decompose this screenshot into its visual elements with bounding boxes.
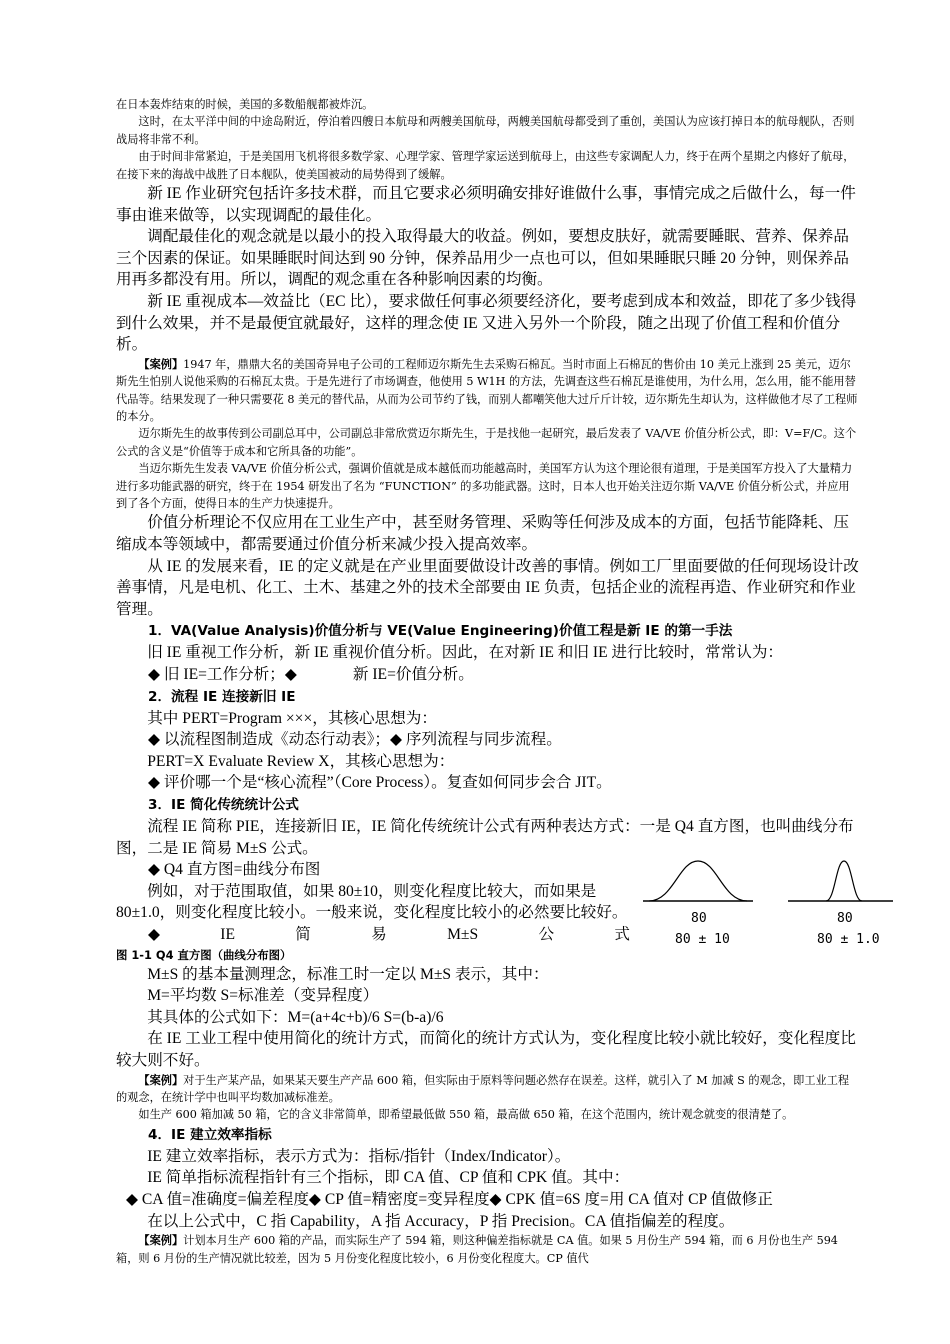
paragraph: 价值分析理论不仅应用在工业生产中，甚至财务管理、采购等任何涉及成本的方面，包括节能降耗、压缩成本等领域中，都需要通过价值分析来减少投入提高效率。	[116, 514, 849, 554]
word: 易	[371, 925, 387, 943]
case-text: 计划本月生产 600 箱的产品，而实际生产了 594 箱，则这种偏差指标就是 CA 值。如果 5 月份生产 594 箱，而 6 月份也生产 594 箱，则 6 月份的生产情况就比较差，因为 5 月份变化程度比较小，6 月份变化程度大。CP 值代	[116, 1234, 838, 1265]
bullet-line: ◆ 以流程图制造成《动态行动表》；◆ 序列流程与同步流程。	[148, 731, 562, 749]
case-paragraph	[116, 1072, 860, 1107]
word: IE	[220, 925, 235, 943]
bullet-line: ◆ CA 值=准确度=偏差程度◆ CP 值=精密度=变异程度◆ CPK 值=6S 度=用 CA 值对 CP 值做修正	[126, 1190, 773, 1208]
word: 简	[295, 925, 311, 943]
paragraph: 在以上公式中，C 指 Capability，A 指 Accuracy，P 指 Precision。CA 值指偏差的程度。	[147, 1212, 735, 1230]
narrow-curve	[826, 861, 862, 901]
distribution-curves-figure	[643, 859, 893, 955]
case-label: 【案例】	[138, 356, 184, 371]
paragraph: 这时，在太平洋中间的中途岛附近，停泊着四艘日本航母和两艘美国航母，两艘美国航母都受到了重创，美国认为应该打掉日本的航母舰队，否则战局将非常不利。	[116, 115, 855, 146]
case-text: 1947 年，鼎鼎大名的美国奇异电子公司的工程师迈尔斯先生去采购石棉瓦。当时市面上石棉瓦的售价由 10 美元上涨到 25 美元，迈尔斯先生怕别人说他采购的石棉瓦太贵。于是先进行了市场调查，他使用 5 W1H 的方法，先调查这些石棉瓦是谁使用，为什么用，怎么用，能不能用替代品等。结果发现了一种只需要花 8 美元的替代品，从而为公司节约了钱，而别人都嘲笑他大过斤斤计较，迈尔斯先生却认为，这样做他才尽了工程师的本分。	[116, 357, 858, 423]
case-text: 对于生产某产品，如果某天要生产产品 600 箱，但实际由于原料等问题必然存在误差。这样，就引入了 M 加减 S 的观念，即工业工程的观念，在统计学中也叫平均数加减标准差。	[116, 1073, 850, 1104]
section-heading: 2．流程 IE 连接新旧 IE	[148, 688, 296, 705]
document-page	[116, 96, 880, 1267]
section-heading: 3．IE 简化传统统计公式	[148, 796, 299, 813]
paragraph: 其具体的公式如下：M=(a+4c+b)/6 S=(b-a)/6	[147, 1008, 444, 1026]
paragraph: 在 IE 工业工程中使用简化的统计方式，而简化的统计方式认为，变化程度比较小就比较好，变化程度比较大则不好。	[116, 1030, 856, 1069]
paragraph: 如生产 600 箱加减 50 箱，它的含义非常简单，即希望最低做 550 箱，最高做 650 箱，在这个范围内，统计观念就变的很清楚了。	[138, 1108, 794, 1122]
figure-section	[116, 859, 880, 948]
paragraph: 新 IE 作业研究包括许多技术群，而且它要求必须明确安排好谁做什么事，事情完成之后做什么，每一件事由谁来做等，以实现调配的最佳化。	[116, 185, 856, 224]
bullet-line: ◆ Q4 直方图=曲线分布图	[148, 861, 321, 879]
bullet-text: ◆ 旧 IE=工作分析；◆	[148, 666, 297, 683]
paragraph: 在日本轰炸结束的时候，美国的多数船舰都被炸沉。	[116, 98, 374, 111]
paragraph: 流程 IE 简称 PIE，连接新旧 IE，IE 简化传统统计公式有两种表达方式：一是 Q4 直方图，也叫曲线分布图，二是 IE 简易 M±S 公式。	[116, 817, 854, 857]
figure-caption: 图 1-1 Q4 直方图（曲线分布图）	[116, 947, 292, 962]
section-heading: 4．IE 建立效率指标	[148, 1126, 272, 1143]
paragraph: M=平均数 S=标准差（变异程度）	[147, 987, 379, 1005]
case-paragraph	[116, 1232, 860, 1267]
wide-curve	[649, 861, 747, 901]
word: M±S	[447, 925, 479, 943]
paragraph: 当迈尔斯先生发表 VA/VE 价值分析公式，强调价值就是成本越低而功能越高时，美国军方认为这个理论很有道理，于是美国军方投入了大量精力进行多功能武器的研究，终于在 1954 研发出了名为 “FUNCTION” 的多功能武器。这时，日本人也开始关注迈尔斯 VA/VE 价值分析公式，并应用到了各个方面，使得日本的生产力快速提升。	[116, 462, 853, 511]
paragraph: 由于时间非常紧迫，于是美国用飞机将很多数学家、心理学家、管理学家运送到航母上，由这些专家调配人力，终于在两个星期之内修好了航母，在接下来的海战中战胜了日本舰队，使美国被动的局势得到了缓解。	[116, 150, 855, 181]
word: 公	[538, 925, 555, 943]
paragraph: PERT=X Evaluate Review X，其核心思想为：	[147, 752, 455, 770]
paragraph: 迈尔斯先生的故事传到公司副总耳中，公司副总非常欣赏迈尔斯先生，于是找他一起研究，最后发表了 VA/VE 价值分析公式，即：V=F/C。这个公式的含义是“价值等于成本和它所具备的功能”。	[116, 427, 857, 458]
case-label: 【案例】	[138, 1233, 184, 1248]
paragraph: IE 建立效率指标，表示方式为：指标/指针（Index/Indicator）。	[147, 1147, 571, 1165]
bullet-line: ◆ 评价哪一个是“核心流程”（Core Process）。复查如何同步会合 JIT。	[148, 774, 612, 792]
case-paragraph	[116, 356, 860, 426]
bullet-line	[116, 664, 860, 686]
section-heading: 1．VA(Value Analysis)价值分析与 VE(Value Engineering)价值工程是新 IE 的第一手法	[148, 623, 733, 640]
case-label: 【案例】	[138, 1072, 184, 1087]
curve-label-bottom: 80 ± 10	[675, 932, 730, 948]
paragraph: IE 简单指标流程指针有三个指标，即 CA 值、CP 值和 CPK 值。其中：	[147, 1169, 630, 1187]
paragraph: 调配最佳化的观念就是以最小的投入取得最大的收益。例如，要想皮肤好，就需要睡眠、营养、保养品三个因素的保证。如果睡眠时间达到 90 分钟，保养品用少一点也可以，但如果睡眠只睡 20 分钟，则保养品用再多都没有用。所以，调配的观念重在各种影响因素的均衡。	[116, 228, 849, 289]
paragraph: 旧 IE 重视工作分析，新 IE 重视价值分析。因此，在对新 IE 和旧 IE 进行比较时，常常认为：	[147, 644, 784, 662]
word: 式	[614, 925, 630, 943]
curve-label-top: 80	[691, 911, 707, 927]
paragraph: 例如，对于范围取值，如果 80±10，则变化程度比较大，而如果是 80±1.0，则变化程度比较小。一般来说，变化程度比较小的必然要比较好。	[116, 882, 628, 922]
bullet-text: 新 IE=价值分析。	[352, 666, 474, 683]
paragraph: 从 IE 的发展来看，IE 的定义就是在产业里面要做设计改善的事情。例如工厂里面要做的任何现场设计改善事情，凡是电机、化工、土木、基建之外的技术全部要由 IE 负责，包括企业的流程再造、作业研究和作业管理。	[116, 557, 859, 618]
paragraph: M±S 的基本量测理念，标准工时一定以 M±S 表示，其中：	[147, 965, 549, 983]
word: ◆	[148, 925, 160, 943]
curve-label-top: 80	[837, 911, 853, 927]
paragraph: 新 IE 重视成本—效益比（EC 比），要求做任何事必须要经济化，要考虑到成本和效益，即花了多少钱得到什么效果，并不是最便宜就最好，这样的理念使 IE 又进入另外一个阶段，随之出现了价值工程和价值分析。	[116, 293, 857, 354]
curve-label-bottom: 80 ± 1.0	[817, 932, 880, 948]
paragraph: 其中 PERT=Program ×××，其核心思想为：	[147, 709, 437, 727]
